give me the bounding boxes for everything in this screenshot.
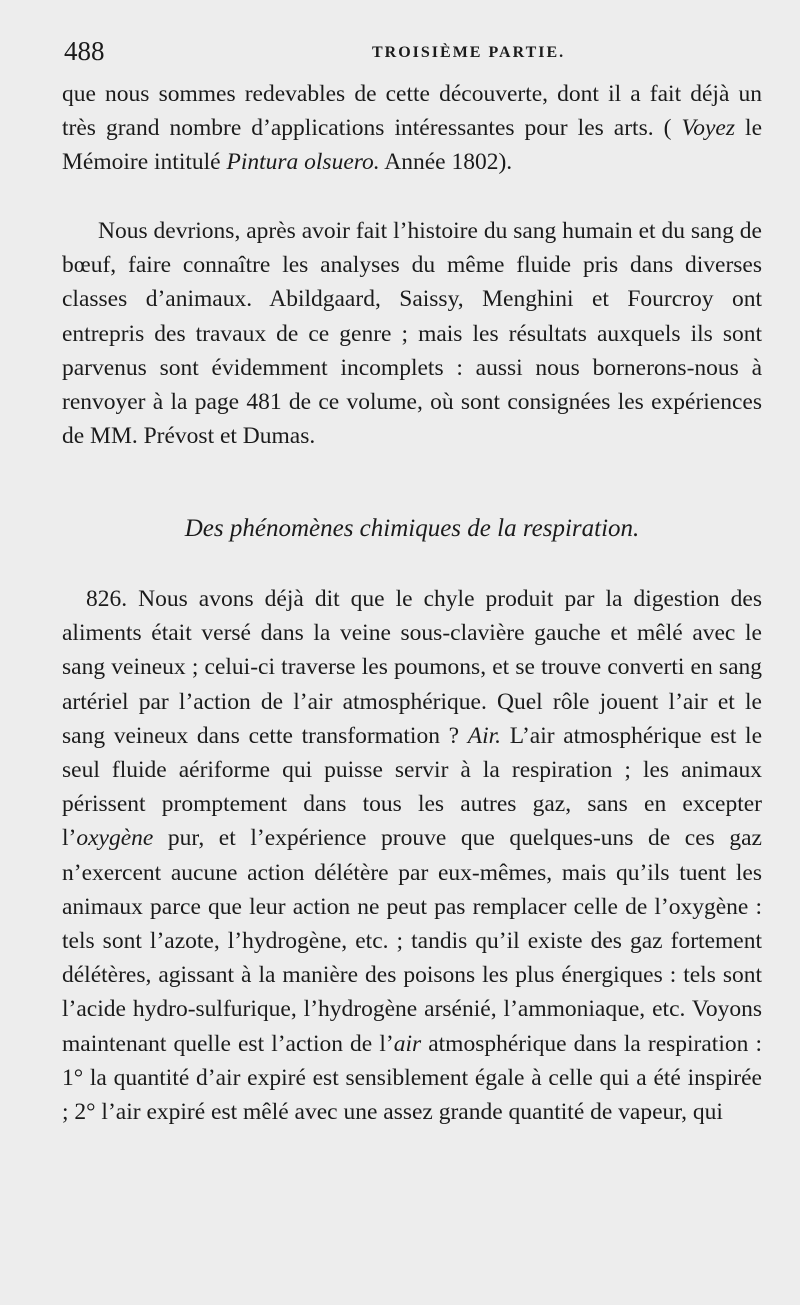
text-segment: L’air atmosphérique est le seul fluide aériforme qui puisse servir à la respiration ; les animaux périssent promptement dans tous les autres gaz, sans en excepter l’ [62, 722, 762, 852]
italic-text-segment: oxygène [76, 825, 154, 852]
text-segment: atmosphérique dans la respiration : 1° la quantité d’air expiré est sensiblement égale à celle qui a été inspirée ; 2° l’air expiré est mêlé avec une assez grande quantité de vapeur, qui [62, 1030, 762, 1126]
paragraph-826 [62, 582, 762, 1129]
running-head [62, 36, 762, 76]
italic-text-segment: Air. [467, 722, 502, 749]
paragraph-number: 826. [86, 586, 128, 612]
text-segment: le Mémoire intitulé [62, 115, 763, 176]
text-segment: pur, et l’expérience prouve que quelques-uns de ces gaz n’exercent aucune action délétère par eux-mêmes, mais qu’ils tuent les animaux parce que leur action ne peut pas remplacer celle de l’oxygène : tels sont l’azote, l’hydrogène, etc. ; tandis qu’il existe des gaz fortement délétères, agissant à la manière des poisons les plus énergiques : tels sont l’acide hydro-sulfurique, l’hydrogène arsénié, l’ammoniaque, etc. Voyons maintenant quelle est l’action de l’ [62, 825, 762, 1057]
paragraph-1 [62, 77, 762, 180]
page-number: 488 [64, 36, 105, 66]
paragraph-826-text [62, 586, 762, 1125]
paragraph-2 [62, 214, 762, 453]
text-segment: Année 1802). [379, 149, 513, 176]
italic-text-segment: air [393, 1030, 422, 1057]
running-title: TROISIÈME PARTIE. [372, 44, 566, 61]
section-heading: Des phénomènes chimiques de la respiration. [184, 515, 640, 542]
text-segment: que nous sommes redevables de cette découverte, dont il a fait déjà un très grand nombre d’applications intéressantes pour les arts. ( [62, 81, 762, 142]
italic-text-segment: Voyez [681, 115, 736, 142]
text-segment: Nous avons déjà dit que le chyle produit par la digestion des aliments était versé dans la veine sous-clavière gauche et mêlé avec le sang veineux ; celui-ci traverse les poumons, et se trouve converti en sang artériel par l’action de l’air atmosphérique. Quel rôle jouent l’air et le sang veineux dans cette transformation ? [62, 586, 762, 749]
italic-text-segment: Pintura olsuero. [226, 149, 380, 176]
text-segment: Nous devrions, après avoir fait l’histoire du sang humain et du sang de bœuf, faire connaître les analyses du même fluide pris dans diverses classes d’animaux. Abildgaard, Saissy, Menghini et Fourcroy ont entrepris des travaux de ce genre ; mais les résultats auxquels ils sont parvenus sont évidemment incomplets : aussi nous bornerons-nous à renvoyer à la page 481 de ce volume, où sont consignées les expériences de MM. Prévost et Dumas. [62, 218, 762, 450]
